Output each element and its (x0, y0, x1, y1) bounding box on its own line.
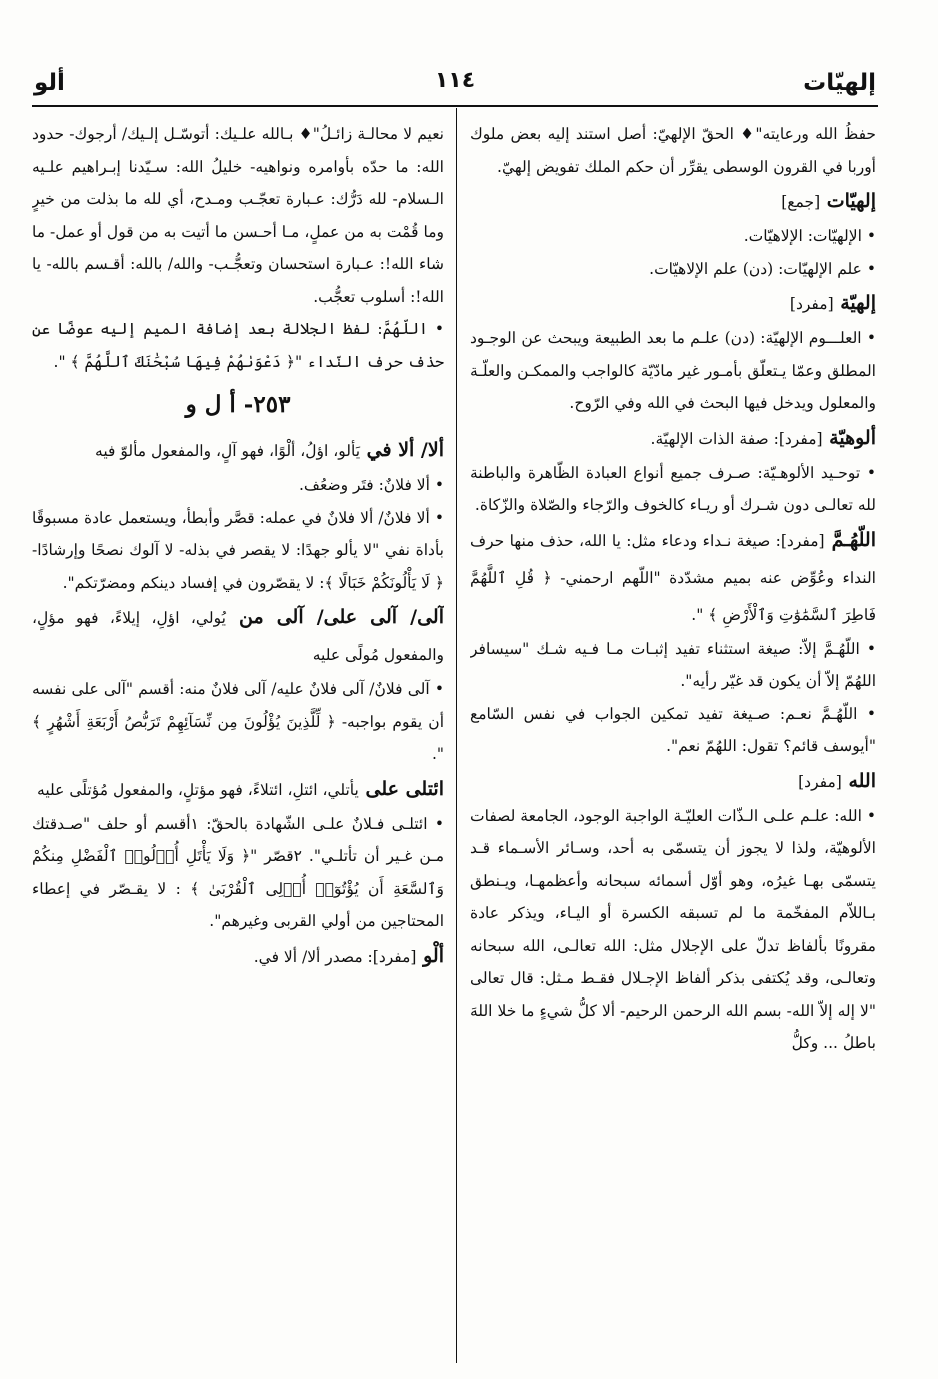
entry-headword: آلى/ آلى على/ آلى من (238, 606, 444, 628)
definition-paragraph: • الله: علـم علـى الـذّات العليّـة الواجبة الوجود، الجامعة لصفات الألوهيّة، ولذا لا يجوز أن يتسمّى به أحد، وسـائر الأسـماء قـد يتسمّى بهـا غيرُه، وهو أوّل أسمائه سبحانه وأعظمهـا، ويـنطق بـاللاّم المفخّمة ما لم تسبقه الكسرة أو اليـاء، ويذكر عادة مقرونًا بألفاظ تدلّ على الإجلال مثل: الله تعالـى، الله سبحانه وتعالـى، وقد يُكتفى بذكر ألفاظ الإجـلال فقـط مـثل: قال تعالى "لا إله إلاّ الله- بسم الله الرحمن الرحيم- ألا كلُّ شيءٍ ما خلا اللهَ باطلُ ... وكلُّ (470, 806, 876, 1052)
entry-grammar-tag: [مفرد]: صفة الذات الإلهيّة. (650, 429, 823, 448)
entry-headword: ألا/ ألا في (366, 439, 444, 461)
entry-grammar-tag: [مفرد] (798, 772, 842, 791)
definition-paragraph: • علم الإلهيّات: (دن) علم الإلاهيّات. (649, 259, 876, 278)
header-rule (32, 105, 878, 107)
dictionary-entry (470, 763, 876, 800)
definition-paragraph: • ألا فلانٌ: فتَر وضعُف. (299, 476, 444, 494)
dictionary-entry (32, 432, 444, 469)
definition-paragraph: • اللّهُمَّ: لفظ الجلالة بعد إضافة الميم إليه عوضًا عن حذف حرف النّداء "﴿ دَعْوَىٰهُمْ فِيهَا سُبْحَٰنَكَ ٱللَّهُمَّ ﴾ ". (32, 320, 444, 371)
entry-grammar-tag: يُولي، اؤلِ، إيلاءً، فهو مؤلٍ، والمفعول مُولًى عليه (32, 609, 444, 664)
entry-headword: إلهيّات (826, 190, 876, 212)
dictionary-entry (470, 183, 876, 220)
entry-headword: إلهيّة (840, 292, 876, 314)
definition-paragraph: • ائتلـى فـلانٌ علـى الشّهادة بالحقّ: ١أقسم أو حلف "صـدقتك مـن غـير أن تأتلـي". ٢قصّر "﴿ وَلَا يَأْتَلِ أُو۟لُوا۟ ٱلْفَضْلِ مِنكُمْ وَٱلسَّعَةِ أَن يُؤْتُوٓا۟ أُو۟لِى ٱلْقُرْبَىٰ ﴾ : لا يقـصّر في إعطاء المحتاجين من أولي القربى وغيرهم". (32, 814, 444, 930)
entry-headword: الله (848, 769, 876, 792)
entry-grammar-tag: [مفرد] (789, 295, 834, 313)
entry-headword: ائتلى على (365, 777, 444, 800)
entry-headword: ألْو (423, 944, 444, 967)
header-guide-word-left: ألو (34, 70, 65, 96)
root-section-title: ٢٥٣- أ ل و (185, 391, 291, 418)
right-column (470, 118, 876, 1368)
header-guide-word-right: إلهيّات (803, 70, 876, 96)
entry-grammar-tag: [جمع] (781, 193, 821, 211)
entry-headword: ألوهيّة (829, 426, 876, 449)
entry-headword: اللّهُـمَّ (831, 528, 876, 551)
dictionary-entry (470, 522, 876, 633)
definition-paragraph: • اللّهُـمَّ إلاّ: صيغة استثناء تفيد إثبـات مـا فـيه شـك "سيسافر اللهُمّ إلاّ أن يكون قد غيّر رأيه". (470, 639, 876, 690)
left-column (32, 118, 444, 1368)
definition-paragraph: • ألا فلانٌ/ ألا فلانٌ في عمله: قصَّر وأبطأ، ويستعمل عادة مسبوقًا بأداة نفي "لا يألو جهدًا: لا يقصر في بذله- لا آلوك نصحًا وإرشادًا- ﴿ لَا يَأْلُونَكُمْ خَبَالًا ﴾: لا يقصّرون في إفساد دينكم ومضرّتكم". (32, 508, 444, 592)
entry-grammar-tag: يَألو، اؤلُ، ألْوًا، فهو آلٍ، والمفعول مألوّ فيه (95, 442, 361, 460)
column-divider (456, 108, 457, 1363)
dictionary-entry (470, 420, 876, 457)
definition-paragraph: • اللّهُـمَّ نعـم: صـيغة تفيد تمكين الجواب في نفس السّامع "أيوسف قائم؟ تقول: اللهُمّ نعم". (470, 704, 876, 755)
entry-grammar-tag: [مفرد]: مصدر ألا/ ألا في. (253, 947, 417, 966)
definition-paragraph: • آلى فلانٌ/ آلى فلانٌ عليه/ آلى فلانٌ منه: أقسم "آلى على نفسه أن يقوم بواجبه- ﴿ لِّلَّذِينَ يُؤْلُونَ مِن نِّسَآئِهِمْ تَرَبُّصُ أَرْبَعَةِ أَشْهُرٍ ﴾ ". (32, 680, 444, 763)
definition-paragraph: • توحـيد الألوهـيّة: صـرف جميع أنواع العبادة الظّاهرة والباطنة لله تعالـى دون شـرك أو ريـاء كالخوف والرّجاء والصّلاة والزّكاة. (470, 463, 876, 514)
definition-paragraph: • الإلهيّات: الإلاهيّات. (743, 227, 876, 245)
dictionary-entry (32, 599, 444, 673)
definition-paragraph: نعيم لا محالـة زائـلُ"♦ بـالله علـيك: أتوسّـل إلـيك/ أرجوك- حدود الله: ما حدّه بأوامره ونواهيه- خليلُ الله: سـيّدنا إبـراهيم علـيه الـسلام- لله دَرُّك: عـبارة تعجّـب ومـدح، أي لله ما بذلت من خيرٍ وما قُمْت به من عملٍ، مـا أحـسن ما أتيت به من قول أو عمل- ما شاء الله!: عـبارة استحسان وتعجُّـب- والله/ بالله: أقـسم بالله- يا الله!: أسلوب تعجُّب. (32, 125, 444, 306)
dictionary-entry (32, 938, 444, 975)
definition-paragraph: • العلـــوم الإلهيّة: (دن) علـم ما بعد الطبيعة ويبحث عن الوجـود المطلق وعمّا يـتعلّق بأمـور غير مادّيّة كالواجب والممكـن والعلّـة والمعلول ويدخل فيها البحث في الله وفي الرّوح. (470, 329, 876, 412)
dictionary-entry (470, 285, 876, 322)
page-number: ١١٤ (434, 68, 476, 93)
page-header (34, 56, 876, 104)
dictionary-entry (32, 771, 444, 808)
definition-paragraph: حفظُ الله ورعايته"♦ الحقّ الإلهيّ: أصل استند إليه بعض ملوك أوربا في القرون الوسطى يقرِّر أن حكم الملك تفويض إلهيّ. (470, 125, 876, 176)
entry-grammar-tag: [مفرد]: صيغة نـداء ودعاء مثل: يا الله، حذف منها حرف النداء وعُوِّض عنه بميم مشدّدة "اللّهم ارحمني- ﴿ قُلِ ٱللَّهُمَّ فَاطِرَ ٱلسَّمَٰوَٰتِ وَٱلْأَرْضِ ﴾ ". (470, 531, 876, 624)
entry-grammar-tag: يأتلي، ائتلِ، ائتلاءً، فهو مؤتلٍ، والمفعول مُؤتلًى عليه (37, 780, 359, 799)
